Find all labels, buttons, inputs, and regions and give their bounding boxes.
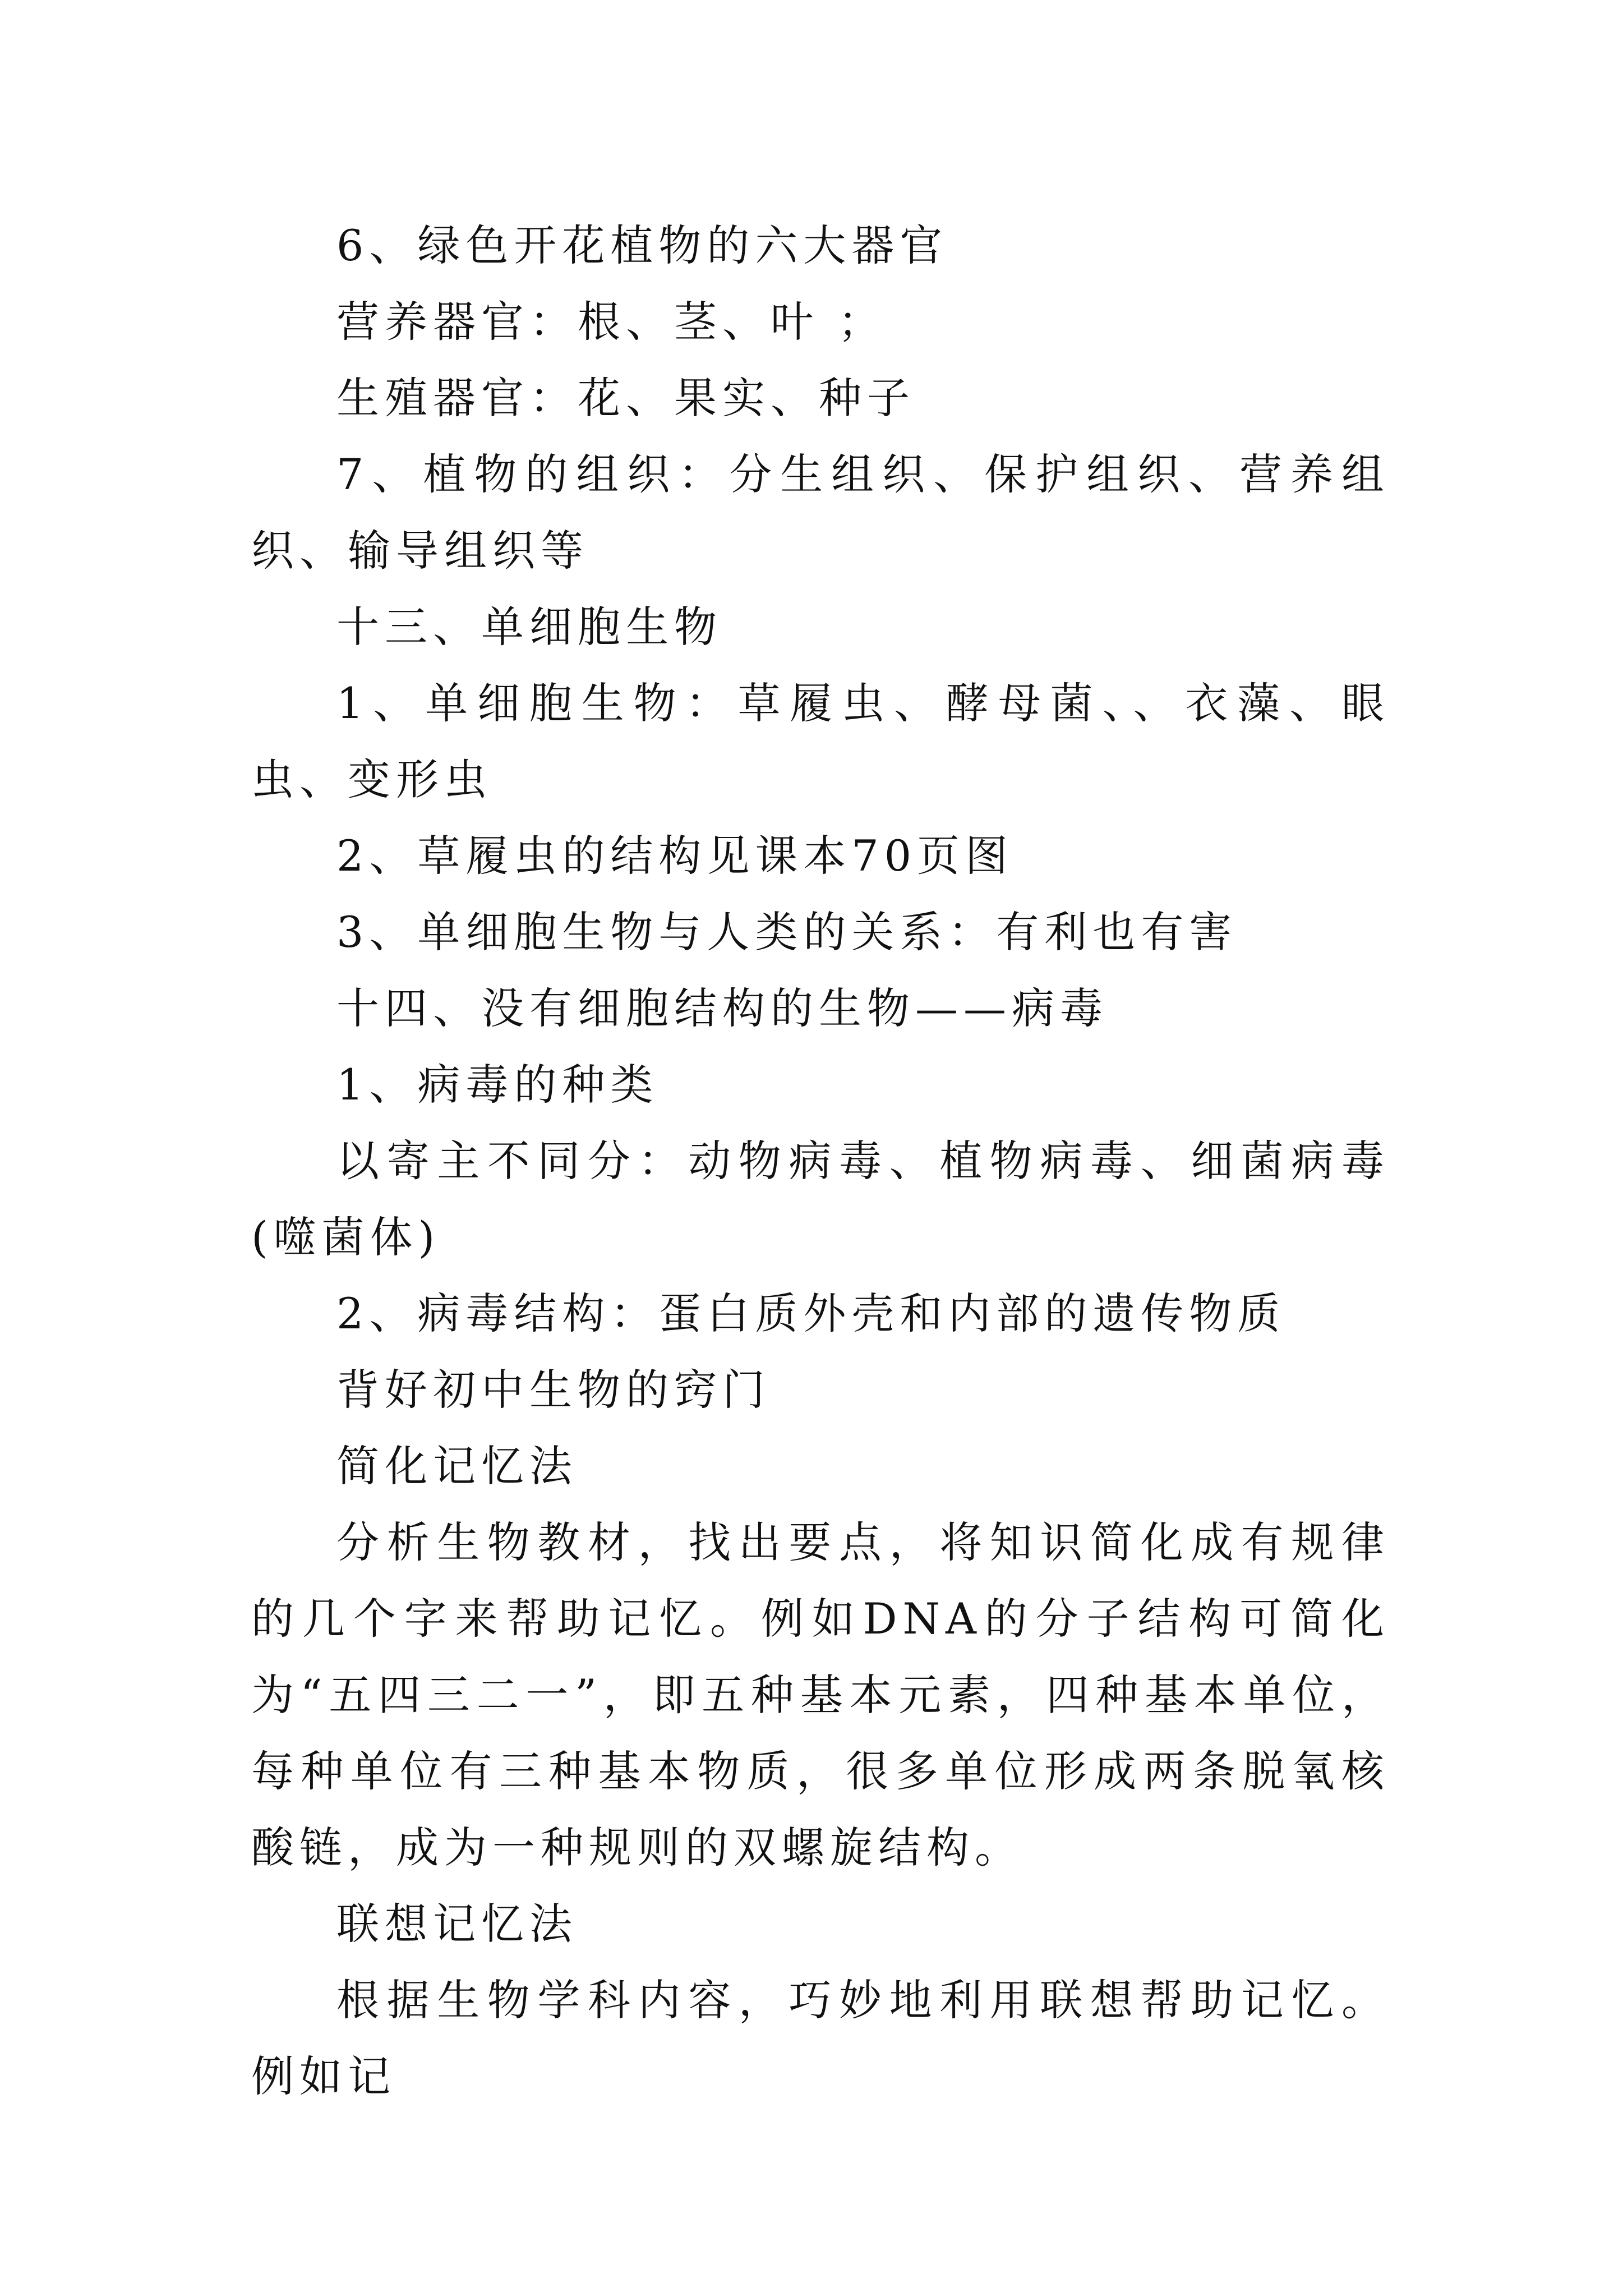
- paragraph: 以寄主不同分：动物病毒、植物病毒、细菌病毒(噬菌体): [251, 1136, 1390, 1262]
- section-heading: 十三、单细胞生物: [336, 602, 722, 652]
- paragraph: 根据生物学科内容，巧妙地利用联想帮助记忆。例如记: [251, 1975, 1390, 2101]
- paragraph: 分析生物教材，找出要点，将知识简化成有规律的几个字来帮助记忆。例如DNA的分子结构可简化为“五四三二一”，即五种基本元素，四种基本单位，每种单位有三种基本物质，很多单位形成两条脱氧核酸链，成为一种规则的双螺旋结构。: [251, 1517, 1390, 1872]
- section-heading: 背好初中生物的窍门: [336, 1365, 771, 1415]
- section-heading: 十四、没有细胞结构的生物——病毒: [336, 983, 1108, 1033]
- subheading: 简化记忆法: [336, 1441, 578, 1491]
- document-body: [251, 208, 1390, 2115]
- paragraph: 6、绿色开花植物的六大器官: [336, 220, 948, 270]
- paragraph: 7、植物的组织：分生组织、保护组织、营养组织、输导组织等: [251, 449, 1390, 576]
- paragraph: 3、单细胞生物与人类的关系：有利也有害: [336, 907, 1238, 957]
- paragraph: 1、病毒的种类: [336, 1060, 659, 1110]
- paragraph: 营养器官：根、茎、叶 ；: [336, 297, 887, 347]
- paragraph: 2、病毒结构：蛋白质外壳和内部的遗传物质: [336, 1289, 1286, 1338]
- paragraph: 1、单细胞生物：草履虫、酵母菌、、衣藻、眼虫、变形虫: [251, 678, 1390, 804]
- paragraph: 生殖器官：花、果实、种子: [336, 373, 915, 423]
- paragraph: 2、草履虫的结构见课本70页图: [336, 831, 1014, 881]
- subheading: 联想记忆法: [336, 1899, 578, 1949]
